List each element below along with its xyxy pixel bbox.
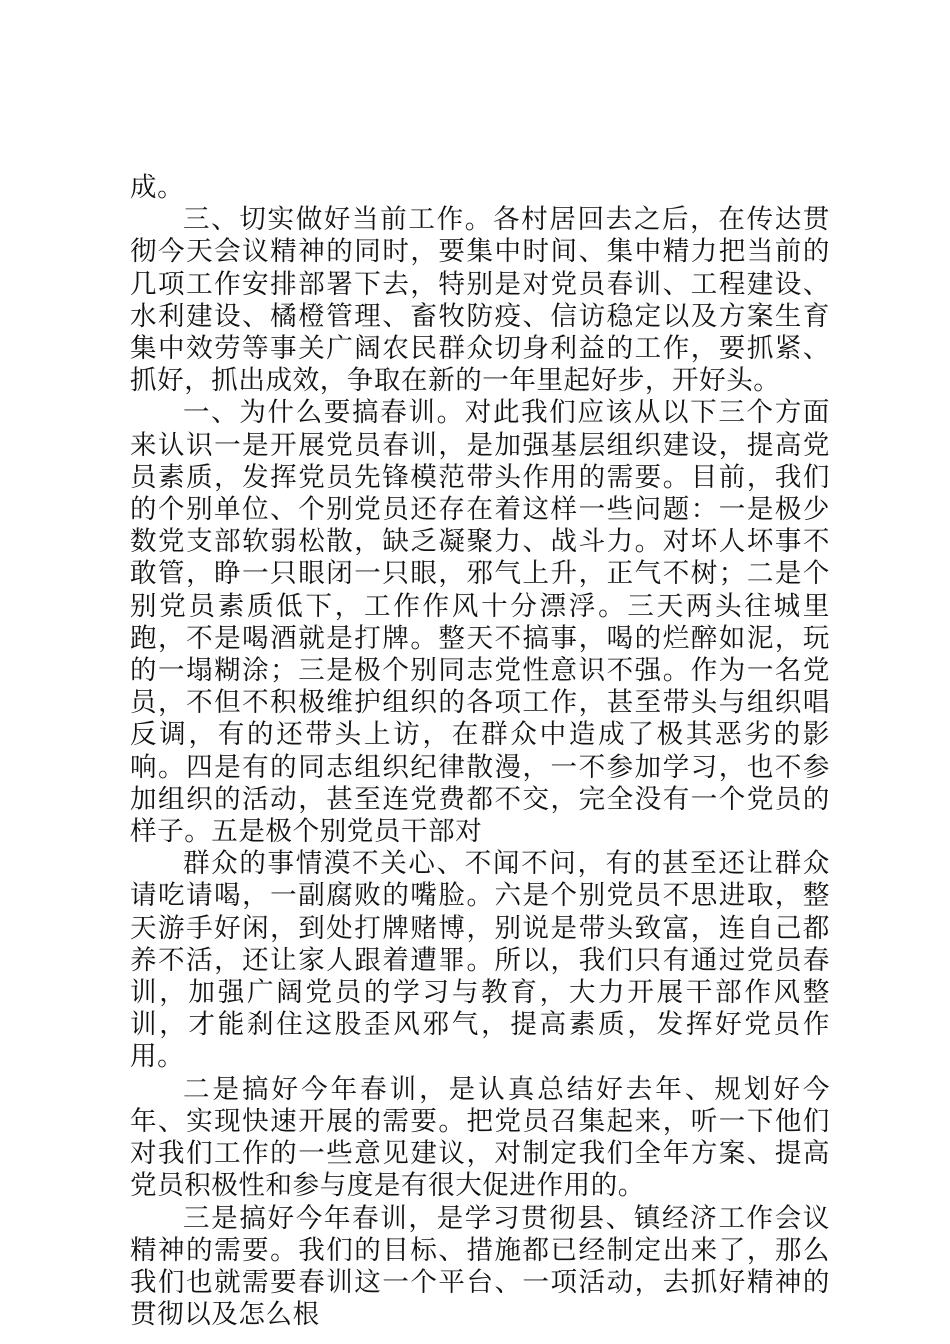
paragraph-second-reason: 二是搞好今年春训，是认真总结好去年、规划好今年、实现快速开展的需要。把党员召集起来，听一下他们对我们工作的一些意见建议，对制定我们全年方案、提高党员积极性和参与度是有很大促进作用的。 xyxy=(130,1073,830,1202)
paragraph-current-work: 三、切实做好当前工作。各村居回去之后，在传达贯彻今天会议精神的同时，要集中时间、集中精力把当前的几项工作安排部署下去，特别是对党员春训、工程建设、水利建设、橘橙管理、畜牧防疫、信访稳定以及方案生育集中效劳等事关广阔农民群众切身利益的工作，要抓紧、抓好，抓出成效，争取在新的一年里起好步，开好头。 xyxy=(130,204,830,397)
paragraph-third-reason: 三是搞好今年春训，是学习贯彻县、镇经济工作会议精神的需要。我们的目标、措施都已经制定出来了，那么我们也就需要春训这一个平台、一项活动，去抓好精神的贯彻以及怎么根 xyxy=(130,1202,830,1331)
paragraph-mass-issues: 群众的事情漠不关心、不闻不问，有的甚至还让群众请吃请喝，一副腐败的嘴脸。六是个别党员不思进取，整天游手好闲，到处打牌赌博，别说是带头致富，连自己都养不活，还让家人跟着遭罪。所以，我们只有通过党员春训，加强广阔党员的学习与教育，大力开展干部作风整训，才能刹住这股歪风邪气，提高素质，发挥好党员作用。 xyxy=(130,848,830,1073)
document-page xyxy=(130,172,830,1331)
paragraph-closing-fragment: 成。 xyxy=(130,172,185,203)
paragraph-why-spring-training: 一、为什么要搞春训。对此我们应该从以下三个方面来认识一是开展党员春训，是加强基层组织建设，提高党员素质，发挥党员先锋模范带头作用的需要。目前，我们的个别单位、个别党员还存在着这样一些问题：一是极少数党支部软弱松散，缺乏凝聚力、战斗力。对坏人坏事不敢管，睁一只眼闭一只眼，邪气上升，正气不树；二是个别党员素质低下，工作作风十分漂浮。三天两头往城里跑，不是喝酒就是打牌。整天不搞事，喝的烂醉如泥，玩的一塌糊涂；三是极个别同志党性意识不强。作为一名党员，不但不积极维护组织的各项工作，甚至带头与组织唱反调，有的还带头上访，在群众中造成了极其恶劣的影响。四是有的同志组织纪律散漫，一不参加学习，也不参加组织的活动，甚至连党费都不交，完全没有一个党员的样子。五是极个别党员干部对 xyxy=(130,397,830,848)
